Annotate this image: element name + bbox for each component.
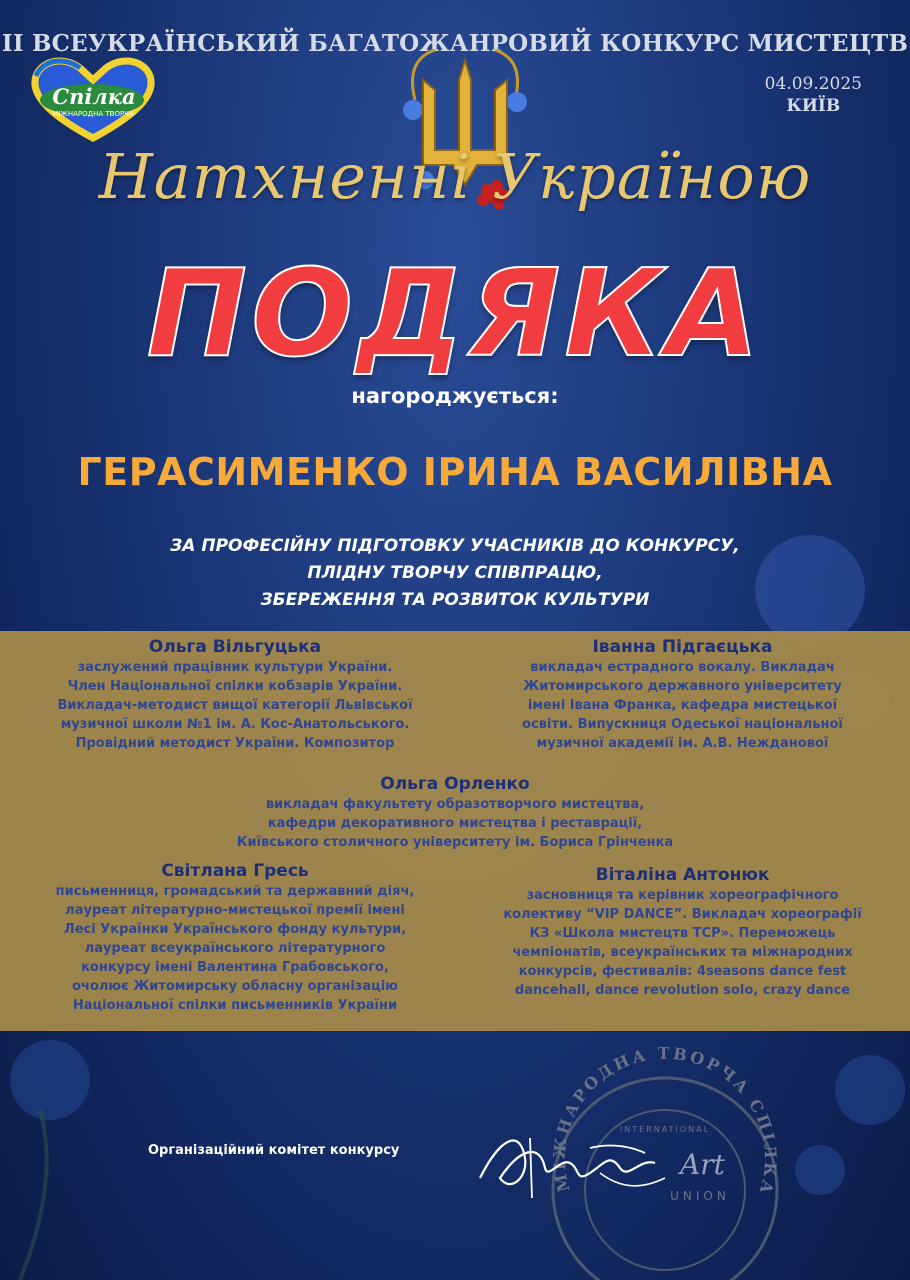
jury-member (150, 773, 760, 852)
stamp-inner-bottom: UNION (670, 1189, 730, 1203)
jury-description-line: лауреат літературно-мистецької премії імені (65, 903, 405, 918)
jury-description-line: Член Національної спілки кобзарів України. (67, 679, 403, 694)
award-reason (0, 533, 910, 614)
jury-member (470, 636, 895, 753)
jury-member (470, 864, 895, 1000)
jury-description-line: лауреат всеукраїнського літературного (84, 941, 386, 956)
jury-description-line: музичної академії ім. А.В. Нежданової (536, 736, 829, 751)
jury-description-line: освіти. Випускниця Одеської національної (522, 717, 843, 732)
jury-description-line: dancehall, dance revolution solo, crazy dance (514, 983, 851, 998)
jury-description-line: засновниця та керівник хореографічного (526, 888, 839, 903)
organizing-committee-label: Організаційний комітет конкурсу (148, 1143, 400, 1158)
jury-description-line: Національної спілки письменників України (72, 998, 398, 1013)
jury-description-line: Лесі Українки Українського фонду культури, (63, 922, 407, 937)
jury-description-line: Київського столичного університету ім. Бориса Грінченка (236, 835, 674, 850)
jury-description-line: очолює Житомирську обласну організацію (72, 979, 398, 994)
jury-description-line: імені Івана Франка, кафедра мистецької (527, 698, 838, 713)
stamp-art-text: Art (680, 1148, 725, 1181)
contest-title: ІІ ВСЕУКРАЇНСЬКИЙ БАГАТОЖАНРОВИЙ КОНКУРС МИСТЕЦТВ (1, 30, 909, 57)
jury-description-line: конкурсу імені Валентина Грабовського, (81, 960, 389, 975)
signature-image (470, 1118, 670, 1208)
city: КИЇВ (786, 96, 841, 116)
logo-text: Спілка (52, 84, 136, 109)
jury-description-line: колективу “VIP DANCE”. Викладач хореографії (503, 907, 862, 922)
stamp-ring-text: МІЖНАРОДНА ТВОРЧА СПІЛКА (549, 1043, 781, 1199)
jury-member (15, 636, 455, 753)
reason-line: ЗА ПРОФЕСІЙНУ ПІДГОТОВКУ УЧАСНИКІВ ДО КОНКУРСУ, (170, 536, 740, 556)
jury-description-line: викладач естрадного вокалу. Викладач (530, 660, 835, 675)
jury-name: Світлана Гресь (161, 861, 309, 881)
jury-description-line: заслужений працівник культури України. (77, 660, 393, 675)
event-subtitle: Натхненні Україною (98, 140, 812, 213)
reason-line: ПЛІДНУ ТВОРЧУ СПІВПРАЦЮ, (307, 563, 603, 583)
jury-description-line: кафедри декоративного мистецтва і реставрації, (267, 816, 643, 831)
jury-description-line: викладач факультету образотворчого мистецтва, (265, 797, 645, 812)
logo-subtext: МІЖНАРОДНА ТВОРЧА (52, 110, 134, 118)
document-heading: ПОДЯКА (146, 245, 764, 384)
jury-description-line: Викладач-методист вищої категорії Львівської (57, 698, 413, 713)
stamp-inner-top: INTERNATIONAL (619, 1125, 711, 1134)
jury-name: Ольга Вільгуцька (148, 637, 322, 657)
jury-name: Іванна Підгаєцька (592, 637, 773, 657)
recipient-name: ГЕРАСИМЕНКО ІРИНА ВАСИЛІВНА (77, 450, 833, 494)
jury-description-line: чемпіонатів, всеукраїнських та міжнародних (512, 945, 853, 960)
awarded-label: нагороджується: (351, 384, 559, 408)
jury-description-line: музичної школи №1 ім. А. Кос-Анатольського. (60, 717, 410, 732)
jury-description-line: конкурсів, фестивалів: 4seasons dance fest (518, 964, 847, 979)
jury-member (15, 860, 455, 1015)
jury-description-line: Провідний методист України. Композитор (75, 736, 395, 751)
date-block (765, 73, 862, 117)
reason-line: ЗБЕРЕЖЕННЯ ТА РОЗВИТОК КУЛЬТУРИ (260, 590, 650, 610)
jury-name: Віталіна Антонюк (595, 865, 770, 885)
date: 04.09.2025 (764, 74, 862, 94)
jury-description-line: письменниця, громадський та державний діяч, (55, 884, 415, 899)
jury-description-line: Житомирського державного університету (523, 679, 842, 694)
jury-description-line: КЗ «Школа мистецтв ТСР». Переможець (529, 926, 836, 941)
jury-name: Ольга Орленко (380, 774, 530, 794)
